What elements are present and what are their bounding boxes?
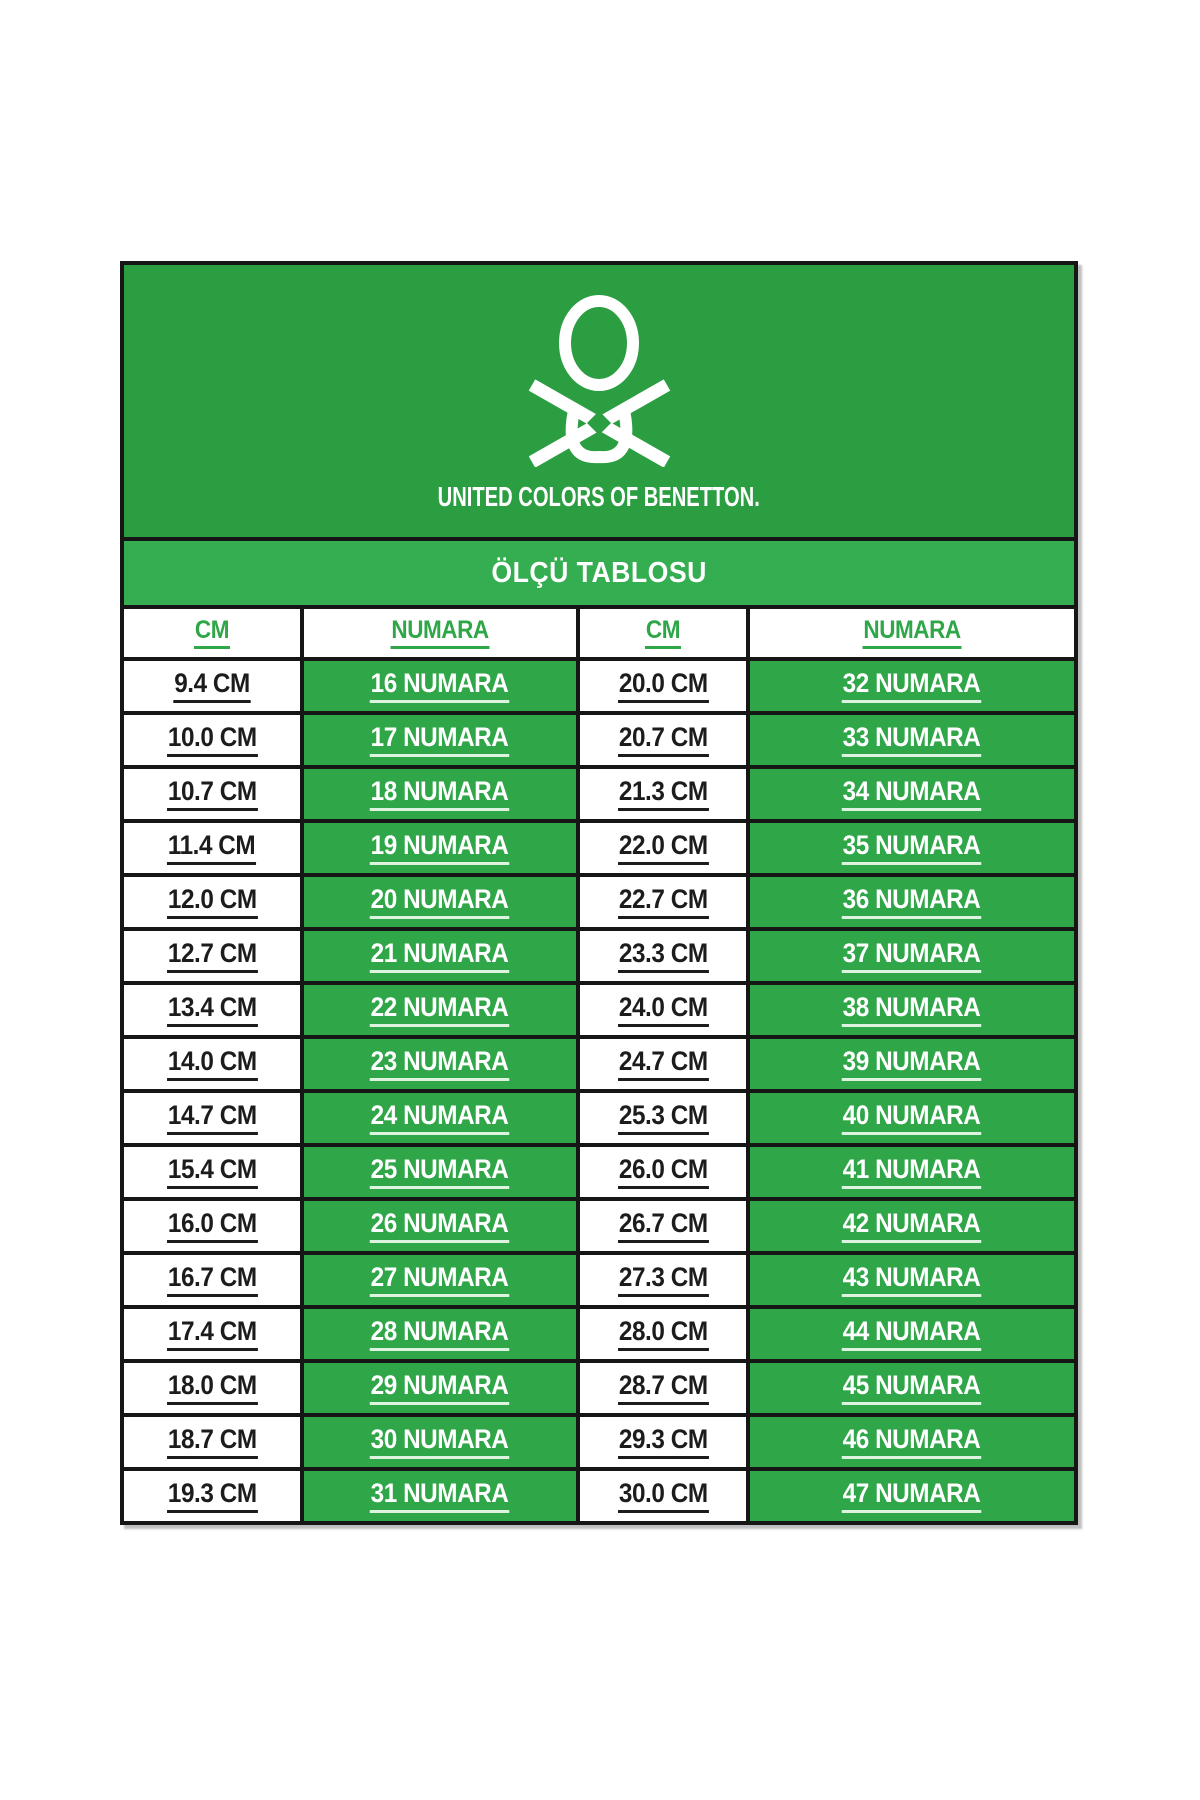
- numara-value-cell: [304, 931, 576, 981]
- cm-value-cell: [580, 985, 746, 1035]
- cm-value-cell: [124, 661, 300, 711]
- numara-value-cell: [304, 1093, 576, 1143]
- numara-value: 28 NUMARA: [370, 1317, 510, 1350]
- cm-value: 18.7 CM: [167, 1425, 257, 1458]
- numara-value: 24 NUMARA: [370, 1101, 510, 1134]
- column-header-label: CM: [645, 617, 681, 648]
- chart-title: ÖLÇÜ TABLOSU: [491, 556, 707, 589]
- column-header-label: CM: [194, 617, 230, 648]
- cm-value-cell: [580, 769, 746, 819]
- numara-value-cell: [750, 1147, 1074, 1197]
- cm-value: 21.3 CM: [618, 777, 708, 810]
- column-header-cm-left: [124, 609, 300, 657]
- cm-value-cell: [124, 1309, 300, 1359]
- numara-value: 22 NUMARA: [370, 993, 510, 1026]
- numara-value: 37 NUMARA: [842, 939, 982, 972]
- cm-value: 20.0 CM: [618, 669, 708, 702]
- column-header-label: NUMARA: [390, 617, 489, 648]
- cm-value-cell: [124, 1471, 300, 1521]
- numara-value-cell: [750, 1363, 1074, 1413]
- numara-value-cell: [304, 1147, 576, 1197]
- numara-value: 46 NUMARA: [842, 1425, 982, 1458]
- cm-value: 16.0 CM: [167, 1209, 257, 1242]
- cm-value-cell: [580, 877, 746, 927]
- benetton-knot-icon: [526, 295, 673, 467]
- cm-value: 22.7 CM: [618, 885, 708, 918]
- cm-value-cell: [580, 1363, 746, 1413]
- numara-value: 44 NUMARA: [842, 1317, 982, 1350]
- cm-value-cell: [580, 823, 746, 873]
- cm-value: 27.3 CM: [618, 1263, 708, 1296]
- numara-value: 30 NUMARA: [370, 1425, 510, 1458]
- numara-value-cell: [750, 877, 1074, 927]
- cm-value-cell: [580, 1201, 746, 1251]
- brand-name: UNITED COLORS OF BENETTON.: [437, 481, 761, 512]
- cm-value-cell: [124, 931, 300, 981]
- cm-value: 19.3 CM: [167, 1479, 257, 1512]
- cm-value: 24.7 CM: [618, 1047, 708, 1080]
- cm-value: 20.7 CM: [618, 723, 708, 756]
- numara-value-cell: [750, 931, 1074, 981]
- numara-value: 34 NUMARA: [842, 777, 982, 810]
- cm-value-cell: [580, 1471, 746, 1521]
- numara-value: 47 NUMARA: [842, 1479, 982, 1512]
- size-chart-table: [120, 261, 1078, 1525]
- cm-value: 10.0 CM: [167, 723, 257, 756]
- cm-value-cell: [124, 1039, 300, 1089]
- cm-value: 24.0 CM: [618, 993, 708, 1026]
- cm-value-cell: [124, 769, 300, 819]
- cm-value-cell: [580, 715, 746, 765]
- numara-value: 43 NUMARA: [842, 1263, 982, 1296]
- numara-value-cell: [304, 823, 576, 873]
- cm-value: 14.0 CM: [167, 1047, 257, 1080]
- cm-value-cell: [124, 715, 300, 765]
- cm-value-cell: [124, 1417, 300, 1467]
- numara-value-cell: [304, 985, 576, 1035]
- numara-value-cell: [304, 1363, 576, 1413]
- numara-value: 16 NUMARA: [370, 669, 510, 702]
- cm-value-cell: [580, 1147, 746, 1197]
- column-header-cm-right: [580, 609, 746, 657]
- numara-value: 32 NUMARA: [842, 669, 982, 702]
- cm-value-cell: [124, 1255, 300, 1305]
- numara-value-cell: [750, 769, 1074, 819]
- cm-value: 17.4 CM: [167, 1317, 257, 1350]
- chart-title-band: [124, 541, 1074, 605]
- numara-value-cell: [750, 1039, 1074, 1089]
- numara-value-cell: [304, 715, 576, 765]
- cm-value: 9.4 CM: [173, 669, 250, 702]
- column-header-label: NUMARA: [862, 617, 961, 648]
- numara-value-cell: [304, 1471, 576, 1521]
- numara-value-cell: [304, 1039, 576, 1089]
- cm-value: 11.4 CM: [167, 831, 256, 864]
- numara-value-cell: [304, 877, 576, 927]
- cm-value: 28.0 CM: [618, 1317, 708, 1350]
- numara-value: 45 NUMARA: [842, 1371, 982, 1404]
- numara-value: 33 NUMARA: [842, 723, 982, 756]
- numara-value-cell: [304, 1309, 576, 1359]
- numara-value: 21 NUMARA: [370, 939, 510, 972]
- cm-value: 13.4 CM: [167, 993, 257, 1026]
- cm-value-cell: [124, 1093, 300, 1143]
- numara-value: 39 NUMARA: [842, 1047, 982, 1080]
- cm-value: 12.7 CM: [167, 939, 257, 972]
- cm-value-cell: [124, 877, 300, 927]
- numara-value: 20 NUMARA: [370, 885, 510, 918]
- cm-value: 22.0 CM: [618, 831, 708, 864]
- cm-value: 26.7 CM: [618, 1209, 708, 1242]
- numara-value: 40 NUMARA: [842, 1101, 982, 1134]
- cm-value-cell: [124, 1363, 300, 1413]
- cm-value: 14.7 CM: [167, 1101, 257, 1134]
- numara-value: 17 NUMARA: [370, 723, 510, 756]
- numara-value-cell: [750, 1417, 1074, 1467]
- numara-value-cell: [750, 1201, 1074, 1251]
- numara-value-cell: [304, 769, 576, 819]
- column-header-numara-right: [750, 609, 1074, 657]
- brand-banner: [124, 265, 1074, 537]
- cm-value: 18.0 CM: [167, 1371, 257, 1404]
- numara-value: 26 NUMARA: [370, 1209, 510, 1242]
- cm-value: 23.3 CM: [618, 939, 708, 972]
- numara-value: 23 NUMARA: [370, 1047, 510, 1080]
- numara-value-cell: [750, 1093, 1074, 1143]
- numara-value-cell: [750, 1255, 1074, 1305]
- cm-value: 12.0 CM: [167, 885, 257, 918]
- numara-value-cell: [750, 661, 1074, 711]
- cm-value-cell: [580, 931, 746, 981]
- cm-value: 28.7 CM: [618, 1371, 708, 1404]
- numara-value-cell: [304, 1201, 576, 1251]
- cm-value: 16.7 CM: [167, 1263, 257, 1296]
- numara-value: 19 NUMARA: [370, 831, 510, 864]
- numara-value: 29 NUMARA: [370, 1371, 510, 1404]
- cm-value-cell: [124, 1201, 300, 1251]
- numara-value-cell: [304, 1255, 576, 1305]
- numara-value: 31 NUMARA: [370, 1479, 510, 1512]
- numara-value-cell: [750, 985, 1074, 1035]
- cm-value: 10.7 CM: [167, 777, 257, 810]
- numara-value: 41 NUMARA: [842, 1155, 982, 1188]
- cm-value: 26.0 CM: [618, 1155, 708, 1188]
- numara-value-cell: [304, 1417, 576, 1467]
- numara-value: 38 NUMARA: [842, 993, 982, 1026]
- cm-value: 29.3 CM: [618, 1425, 708, 1458]
- cm-value-cell: [124, 985, 300, 1035]
- numara-value-cell: [304, 661, 576, 711]
- cm-value-cell: [580, 1255, 746, 1305]
- numara-value-cell: [750, 1471, 1074, 1521]
- cm-value: 25.3 CM: [618, 1101, 708, 1134]
- cm-value-cell: [580, 1093, 746, 1143]
- numara-value: 35 NUMARA: [842, 831, 982, 864]
- numara-value: 36 NUMARA: [842, 885, 982, 918]
- cm-value-cell: [580, 1039, 746, 1089]
- cm-value-cell: [124, 1147, 300, 1197]
- numara-value-cell: [750, 823, 1074, 873]
- numara-value: 42 NUMARA: [842, 1209, 982, 1242]
- cm-value: 30.0 CM: [618, 1479, 708, 1512]
- cm-value-cell: [580, 661, 746, 711]
- column-header-numara-left: [304, 609, 576, 657]
- numara-value-cell: [750, 715, 1074, 765]
- cm-value: 15.4 CM: [167, 1155, 257, 1188]
- cm-value-cell: [580, 1309, 746, 1359]
- numara-value: 18 NUMARA: [370, 777, 510, 810]
- numara-value: 25 NUMARA: [370, 1155, 510, 1188]
- cm-value-cell: [580, 1417, 746, 1467]
- numara-value: 27 NUMARA: [370, 1263, 510, 1296]
- numara-value-cell: [750, 1309, 1074, 1359]
- cm-value-cell: [124, 823, 300, 873]
